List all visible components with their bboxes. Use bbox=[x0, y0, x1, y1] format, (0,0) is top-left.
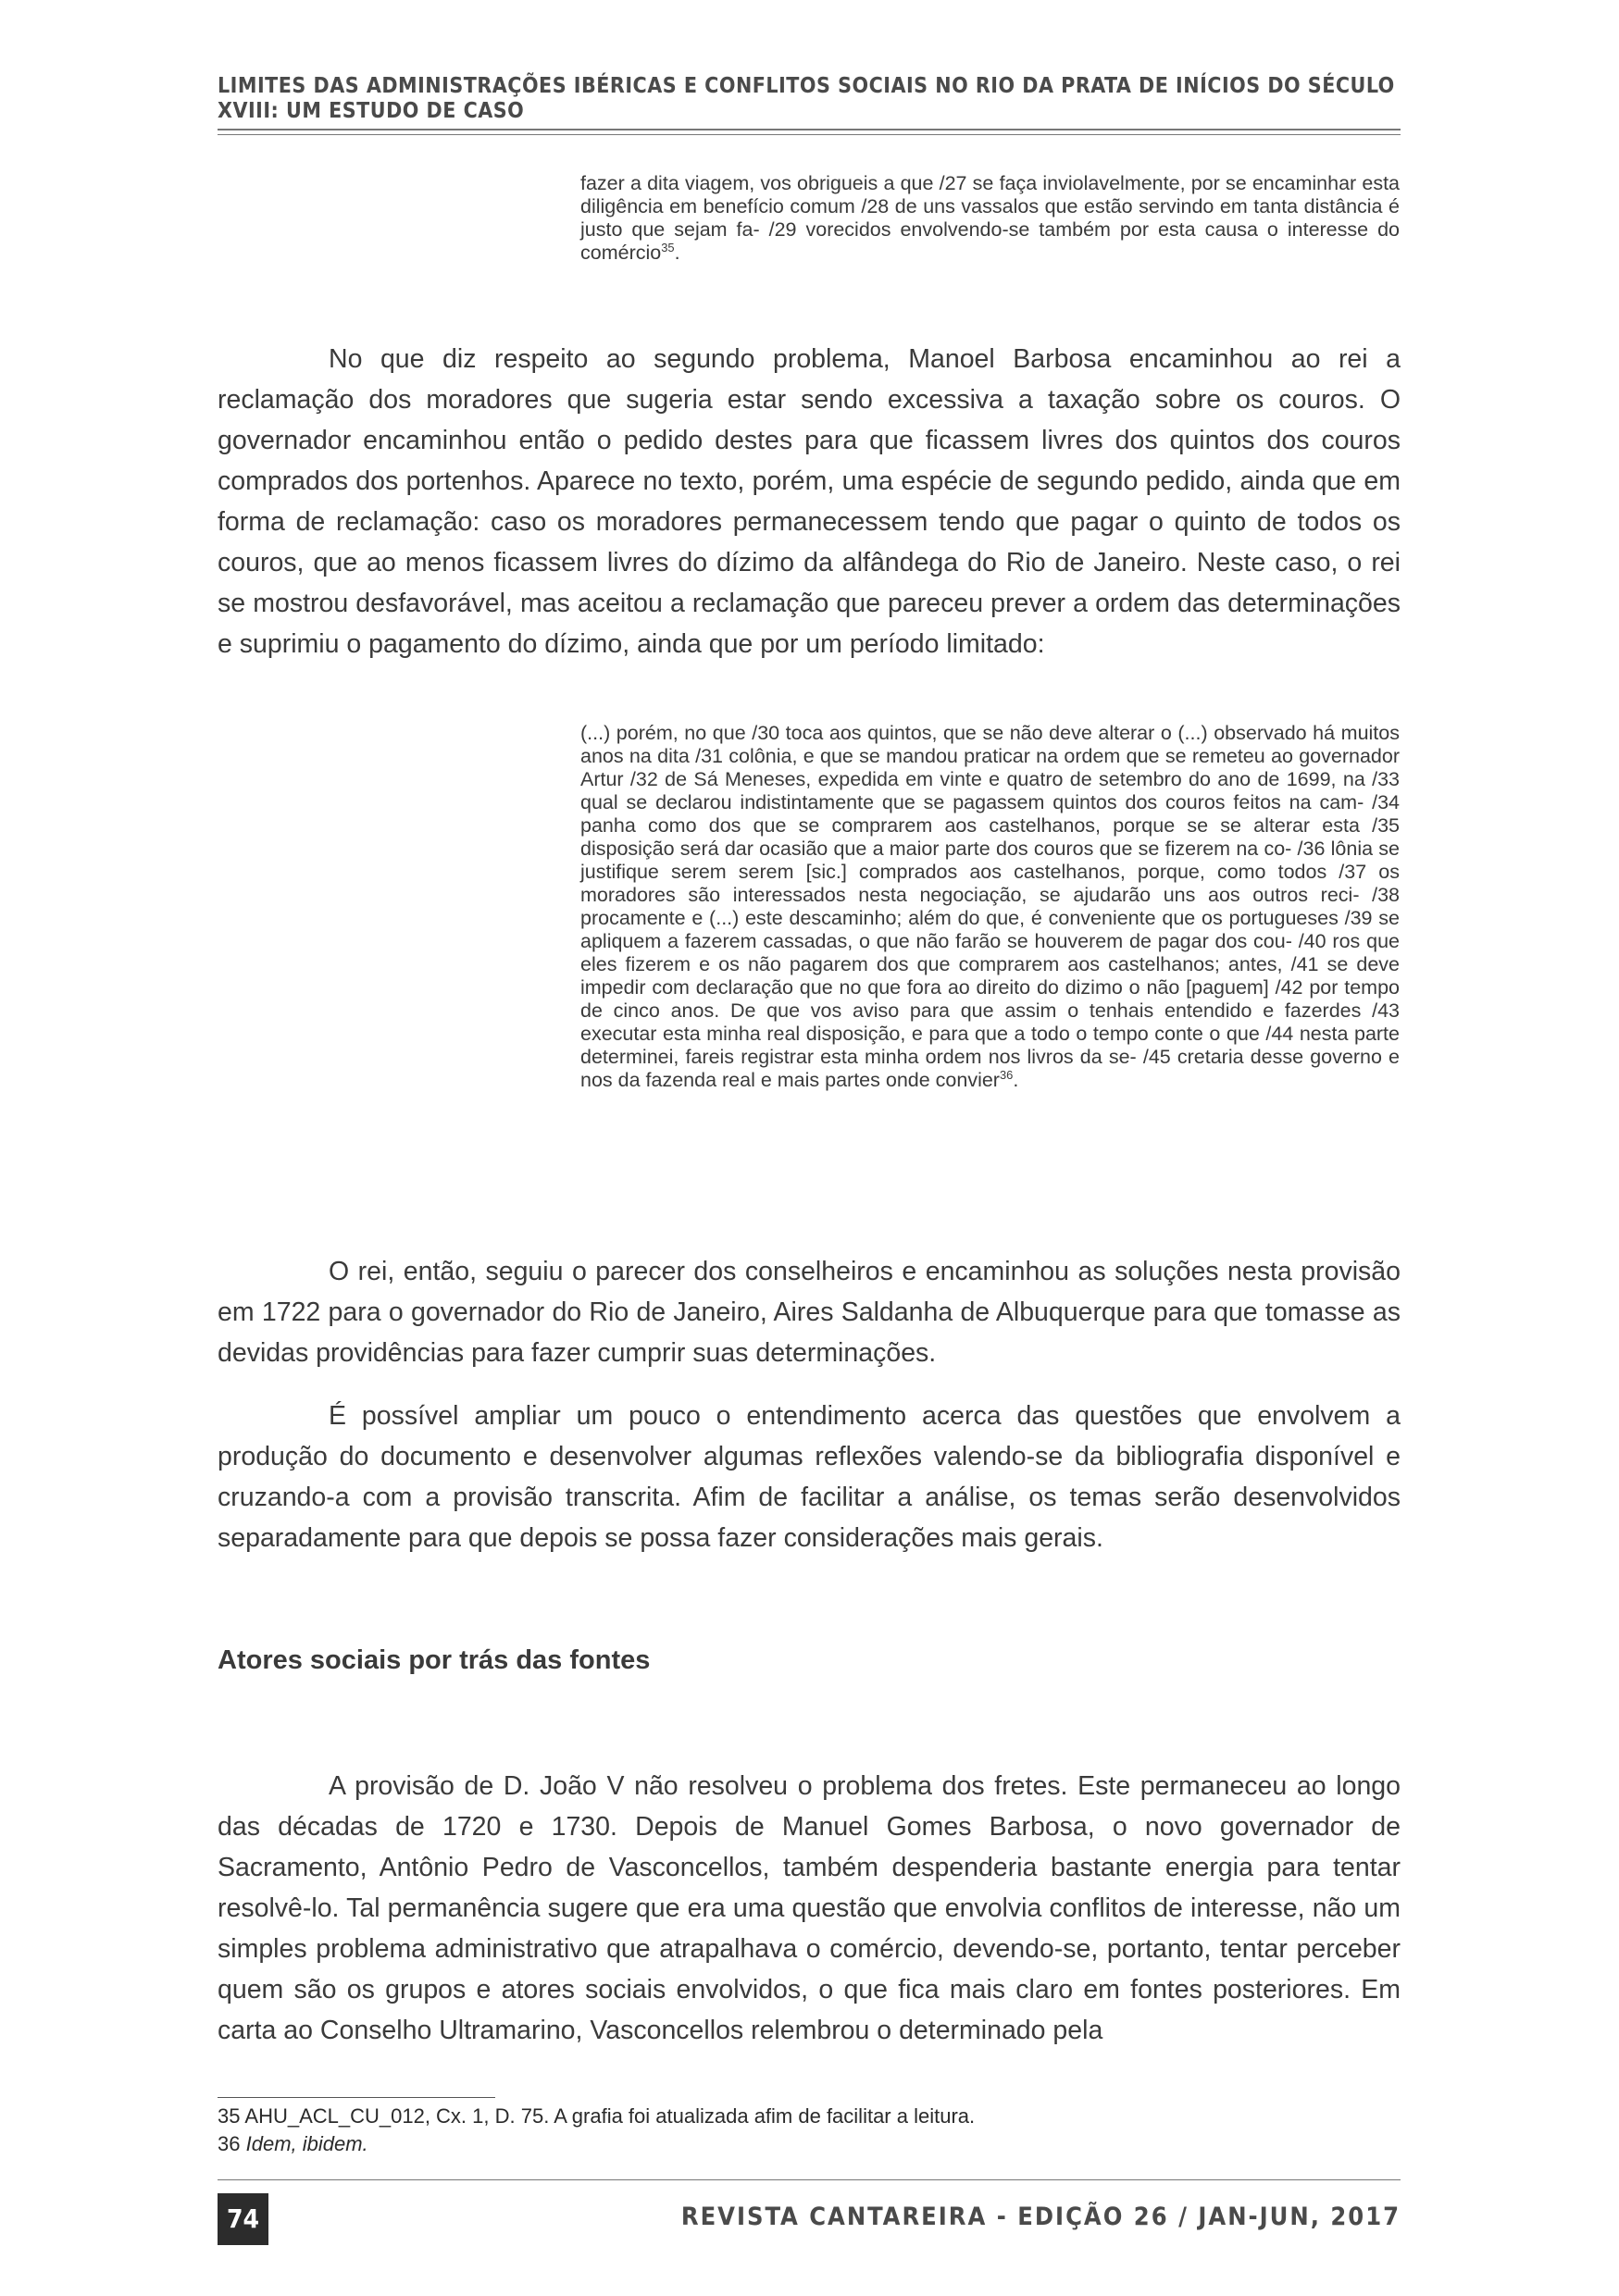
journal-title: REVISTA CANTAREIRA - EDIÇÃO 26 / JAN-JUN, 2017 bbox=[680, 2203, 1401, 2231]
footnote-ref-35[interactable]: 35 bbox=[661, 240, 675, 254]
paragraph-4: A provisão de D. João V não resolveu o problema dos fretes. Este permaneceu ao longo das décadas de 1720 e 1730. Depois de Manuel Gomes Barbosa, o novo governador de Sacramento, Antônio Pedro de Vasconcellos, também despenderia bastante energia para tentar resolvê-lo. Tal permanência sugere que era uma questão que envolvia conflitos de interesse, não um simples problema administrativo que atrapalhava o comércio, devendo-se, portanto, tentar perceber quem são os grupos e atores sociais envolvidos, o que fica mais claro em fontes posteriores. Em carta ao Conselho Ultramarino, Vasconcellos relembrou o determinado pela bbox=[218, 1771, 1401, 2045]
header-rule-thin bbox=[218, 134, 1401, 135]
footnote-number: 36 bbox=[218, 2132, 241, 2155]
paragraph-1: No que diz respeito ao segundo problema, Manoel Barbosa encaminhou ao rei a reclamação dos moradores que sugeria estar sendo excessiva a taxação sobre os couros. O governador encaminhou então o pedido destes para que ficassem livres dos quintos dos couros comprados dos portenhos. Aparece no texto, porém, uma espécie de segundo pedido, ainda que em forma de reclamação: caso os moradores permanecessem tendo que pagar o quinto de todos os couros, que ao menos ficassem livres do dízimo da alfândega do Rio de Janeiro. Neste caso, o rei se mostrou desfavorável, mas aceitou a reclamação que pareceu prever a ordem das determinações e suprimiu o pagamento do dízimo, ainda que por um período limitado: bbox=[218, 344, 1401, 659]
paragraph-3: É possível ampliar um pouco o entendimento acerca das questões que envolvem a produção do documento e desenvolver algumas reflexões valendo-se da bibliografia disponível e cruzando-a com a provisão transcrita. Afim de facilitar a análise, os temas serão desenvolvidos separadamente para que depois se possa fazer considerações mais gerais. bbox=[218, 1401, 1401, 1553]
paragraph-2: O rei, então, seguiu o parecer dos conselheiros e encaminhou as soluções nesta provisão em 1722 para o governador do Rio de Janeiro, Aires Saldanha de Albuquerque para que tomasse as devidas providências para fazer cumprir suas determinações. bbox=[218, 1257, 1401, 1368]
header-rule bbox=[218, 129, 1401, 130]
block-quote-1-text: fazer a dita viagem, vos obrigueis a que /27 se faça inviolavelmente, por se encaminhar esta diligência em benefício comum /28 de uns vassalos que estão servindo em tanta distância é justo que sejam fa- /29 vorecidos envolvendo-se também por esta causa o interesse do comércio bbox=[580, 172, 1400, 264]
footnote-35 bbox=[218, 2104, 1401, 2129]
running-header: LIMITES DAS ADMINISTRAÇÕES IBÉRICAS E CONFLITOS SOCIAIS NO RIO DA PRATA DE INÍCIOS DO SÉCULO XVIII: UM ESTUDO DE CASO bbox=[218, 74, 1395, 123]
block-quote-2: (...) porém, no que /30 toca aos quintos, que se não deve alterar o (...) observado há muitos anos na dita /31 colônia, e que se mandou praticar na ordem que se remeteu ao governador Artur /32 de Sá Meneses, expedida em vinte e quatro de setembro do ano de 1699, na /33 qual se declarou indistintamente que se pagassem quintos dos couros feitos na cam- /34 panha como dos que se comprarem aos castelhanos, porque se se alterar esta /35 disposição será dar ocasião que a maior parte dos couros que se fizerem na co- /36 lônia se justifique serem serem [sic.] comprados aos castelhanos, porque, como todos /37 os moradores são interessados nesta negociação, se ajudarão uns aos outros reci- /38 procamente e (...) este descaminho; além do que, é conveniente que os portugueses /39 se apliquem a fazerem cassadas, o que não farão se houverem de pagar dos cou- /40 ros que eles fizerem e os não pagarem dos que comprarem aos castelhanos; antes, /41 se deve impedir com declaração que no que fora ao direito do dizimo o não [paguem] /42 por tempo de cinco anos. De que vos aviso para que assim o tenhais entendido e fazerdes /43 executar esta minha real disposição, e para que a todo o tempo conte o que /44 nesta parte determinei, fareis registrar esta minha ordem nos livros da se- /45 cretaria desse governo e nos da fazenda real e mais partes onde convier$^{36}$. bbox=[580, 722, 1400, 1091]
footnote-36 bbox=[218, 2131, 1401, 2157]
footnote-ref-36[interactable]: 36 bbox=[999, 1067, 1014, 1082]
page-number: 74 bbox=[218, 2193, 268, 2245]
footnote-text: Idem, ibidem. bbox=[245, 2132, 368, 2155]
section-heading: Atores sociais por trás das fontes bbox=[218, 1645, 651, 1675]
block-quote-2-text: (...) porém, no que /30 toca aos quintos, que se não deve alterar o (...) observado há muitos anos na dita /31 colônia, e que se mandou praticar na ordem que se remeteu ao governador Artur /32 de Sá Meneses, expedida em vinte e quatro de setembro do ano de 1699, na /33 qual se declarou indistintamente que se pagassem quintos dos couros feitos na cam- /34 panha como dos que se comprarem aos castelhanos, porque se se alterar esta /35 disposição será dar ocasião que a maior parte dos couros que se fizerem na co- /36 lônia se justifique serem serem [sic.] comprados aos castelhanos, porque, como todos /37 os moradores são interessados nesta negociação, se ajudarão uns aos outros reci- /38 procamente e (...) este descaminho; além do que, é conveniente que os portugueses /39 se apliquem a fazerem cassadas, o que não farão se houverem de pagar dos cou- /40 ros que eles fizerem e os não pagarem dos que comprarem aos castelhanos; antes, /41 se deve impedir com declaração que no que fora ao direito do dizimo o não [paguem] /42 por tempo de cinco anos. De que vos aviso para que assim o tenhais entendido e fazerdes /43 executar esta minha real disposição, e para que a todo o tempo conte o que /44 nesta parte determinei, fareis registrar esta minha ordem nos livros da se- /45 cretaria desse governo e nos da fazenda real e mais partes onde convier bbox=[580, 722, 1400, 1091]
block-quote-1: fazer a dita viagem, vos obrigueis a que /27 se faça inviolavelmente, por se encaminhar esta diligência em benefício comum /28 de uns vassalos que estão servindo em tanta distância é justo que sejam fa- /29 vorecidos envolvendo-se também por esta causa o interesse do comércio$^{35}$. bbox=[580, 172, 1400, 264]
footnote-text: AHU_ACL_CU_012, Cx. 1, D. 75. A grafia foi atualizada afim de facilitar a leitura. bbox=[244, 2104, 976, 2128]
footnote-rule bbox=[218, 2097, 495, 2098]
footnote-number: 35 bbox=[218, 2104, 241, 2128]
footer-rule bbox=[218, 2179, 1401, 2180]
